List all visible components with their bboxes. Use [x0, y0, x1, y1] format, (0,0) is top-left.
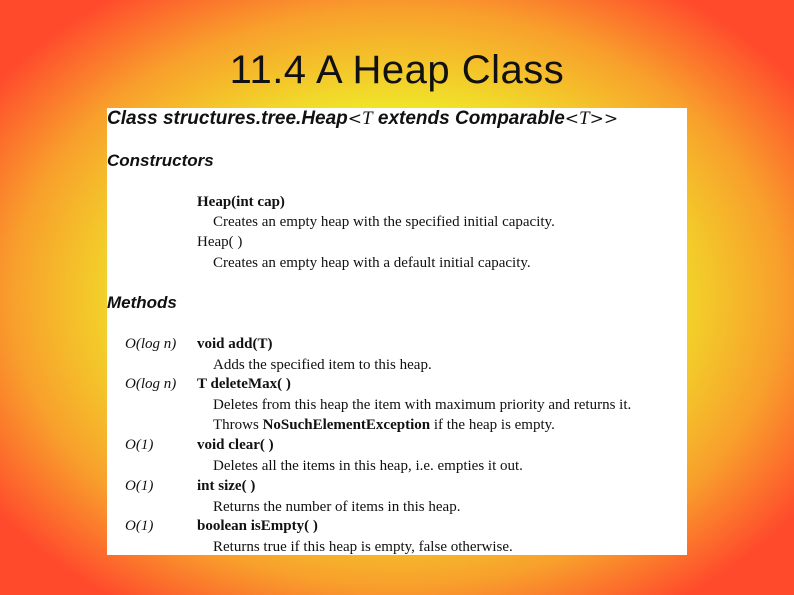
- methods-heading: Methods: [107, 293, 177, 312]
- method-complexity: O(1): [125, 478, 154, 494]
- slide-title: 11.4 A Heap Class: [229, 48, 565, 92]
- less-than-sign: <: [347, 109, 363, 129]
- method-description: Adds the specified item to this heap.: [213, 357, 432, 373]
- class-heading: [107, 108, 687, 130]
- class-heading-extends: extends Comparable: [372, 108, 565, 129]
- method-signature: int size( ): [197, 478, 256, 494]
- method-description: Returns the number of items in this heap.: [213, 499, 461, 515]
- constructors-heading: Constructors: [107, 151, 214, 170]
- method-description: Returns true if this heap is empty, false otherwise.: [213, 539, 513, 555]
- method-description: Deletes from this heap the item with maximum priority and returns it.: [213, 397, 632, 413]
- method-signature: void add(T): [197, 336, 273, 352]
- method-throws-note: [213, 417, 555, 434]
- class-heading-prefix: Class structures.tree.Heap: [107, 108, 348, 129]
- constructor-description: Creates an empty heap with a default initial capacity.: [213, 255, 531, 271]
- method-signature: T deleteMax( ): [197, 376, 291, 392]
- greater-than-signs: >>: [589, 109, 619, 129]
- heap-class-documentation: [107, 108, 687, 555]
- type-variable: T: [362, 108, 373, 129]
- method-signature: void clear( ): [197, 437, 274, 453]
- constructor-description: Creates an empty heap with the specified initial capacity.: [213, 214, 555, 230]
- constructor-signature: Heap( ): [197, 234, 243, 250]
- type-variable: T: [579, 108, 590, 129]
- throws-prefix: Throws: [213, 417, 263, 433]
- less-than-sign: <: [564, 109, 580, 129]
- method-complexity: O(log n): [125, 376, 177, 392]
- method-complexity: O(log n): [125, 336, 177, 352]
- throws-suffix: if the heap is empty.: [430, 417, 555, 433]
- exception-name: NoSuchElementException: [262, 417, 431, 433]
- method-description: Deletes all the items in this heap, i.e. empties it out.: [213, 458, 523, 474]
- method-signature: boolean isEmpty( ): [197, 518, 318, 534]
- method-complexity: O(1): [125, 437, 154, 453]
- method-complexity: O(1): [125, 518, 154, 534]
- constructor-signature: Heap(int cap): [197, 194, 285, 210]
